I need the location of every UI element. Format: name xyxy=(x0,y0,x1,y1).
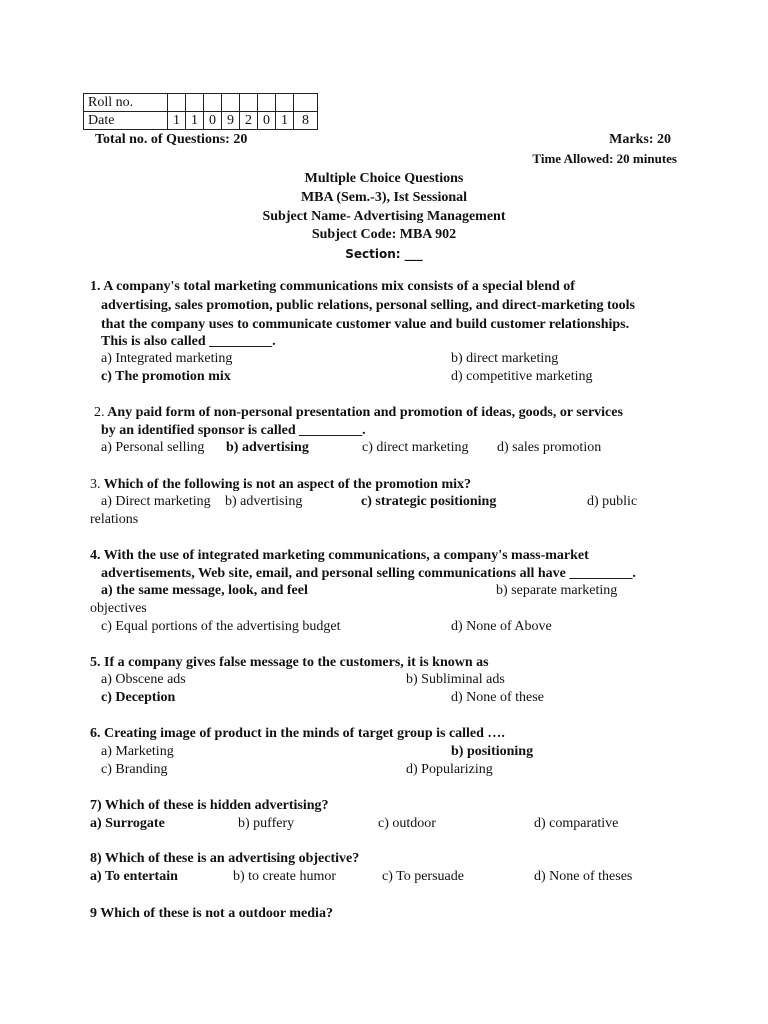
date-digit: 0 xyxy=(204,112,222,130)
roll-cell xyxy=(258,94,276,112)
option: c) To persuade xyxy=(382,869,464,884)
question-number: 8) xyxy=(90,851,102,866)
option: d) None of these xyxy=(451,690,544,705)
question-number: 3. xyxy=(90,477,101,492)
option: b) direct marketing xyxy=(451,351,559,366)
option: a) Integrated marketing xyxy=(101,351,233,366)
question-3 xyxy=(90,477,471,493)
question-number: 7) xyxy=(90,798,102,813)
question-6 xyxy=(90,726,505,742)
option: d) public xyxy=(587,494,638,509)
question-4 xyxy=(90,548,589,564)
option: d) None of Above xyxy=(451,619,552,634)
roll-cell xyxy=(186,94,204,112)
option: d) Popularizing xyxy=(406,762,493,777)
question-number: 2. xyxy=(94,405,105,420)
date-digit: 1 xyxy=(186,112,204,130)
roll-cell xyxy=(276,94,294,112)
option-wrap: relations xyxy=(90,512,139,527)
correct-option: c) Deception xyxy=(101,690,176,705)
question-text: Which of these is not a outdoor media? xyxy=(100,906,333,921)
subject-name-heading: Subject Name- Advertising Management xyxy=(262,209,506,224)
roll-row xyxy=(84,94,318,112)
date-digit: 1 xyxy=(168,112,186,130)
question-7 xyxy=(90,798,329,814)
question-number: 1. xyxy=(90,279,101,294)
roll-cell xyxy=(222,94,240,112)
option: c) direct marketing xyxy=(362,440,469,455)
question-text: A company's total marketing communications mix consists of a special blend of xyxy=(103,279,575,294)
option: a) Personal selling xyxy=(101,440,205,455)
correct-option: c) strategic positioning xyxy=(361,494,497,509)
option: c) Equal portions of the advertising budget xyxy=(101,619,341,634)
question-text: This is also called _________. xyxy=(101,334,276,349)
exam-type-heading: Multiple Choice Questions xyxy=(304,171,464,186)
roll-cell xyxy=(240,94,258,112)
option: d) None of theses xyxy=(534,869,633,884)
option: b) puffery xyxy=(238,816,295,831)
question-text: With the use of integrated marketing communications, a company's mass-market xyxy=(103,548,589,563)
option: b) advertising xyxy=(225,494,303,509)
question-text: that the company uses to communicate customer value and build customer relationships. xyxy=(101,317,630,332)
subject-code-heading: Subject Code: MBA 902 xyxy=(311,227,457,242)
question-text: Which of the following is not an aspect of the promotion mix? xyxy=(103,477,471,492)
question-number: 6. xyxy=(90,726,101,741)
roll-cell xyxy=(204,94,222,112)
question-text: Which of these is hidden advertising? xyxy=(104,798,329,813)
correct-option: a) To entertain xyxy=(90,869,178,884)
date-row xyxy=(84,112,318,130)
question-9 xyxy=(90,906,333,922)
question-number: 5. xyxy=(90,655,101,670)
roll-label: Roll no. xyxy=(84,94,168,112)
option: b) Subliminal ads xyxy=(406,672,505,687)
question-8 xyxy=(90,851,359,867)
question-text: advertising, sales promotion, public relations, personal selling, and direct-marketing tools xyxy=(101,298,635,313)
correct-option: b) advertising xyxy=(226,440,309,455)
date-digit: 2 xyxy=(240,112,258,130)
option: a) Marketing xyxy=(101,744,174,759)
question-text: by an identified sponsor is called _________. xyxy=(101,423,366,438)
correct-option: b) positioning xyxy=(451,744,534,759)
option: b) separate marketing xyxy=(496,583,618,598)
question-5 xyxy=(90,655,489,671)
correct-option: a) the same message, look, and feel xyxy=(101,583,308,598)
program-heading: MBA (Sem.-3), Ist Sessional xyxy=(300,190,468,205)
option-wrap: objectives xyxy=(90,601,147,616)
date-digit: 0 xyxy=(258,112,276,130)
option: c) Branding xyxy=(101,762,168,777)
question-number: 4. xyxy=(90,548,101,563)
section-line: Section: ___ xyxy=(345,247,423,261)
option: d) comparative xyxy=(534,816,619,831)
question-text: If a company gives false message to the customers, it is known as xyxy=(104,655,489,670)
date-label: Date xyxy=(84,112,168,130)
roll-cell xyxy=(294,94,318,112)
option: b) to create humor xyxy=(233,869,337,884)
question-number: 9 xyxy=(90,906,97,921)
marks: Marks: 20 xyxy=(609,132,671,147)
question-2 xyxy=(94,405,623,421)
question-1 xyxy=(90,279,575,295)
total-questions: Total no. of Questions: 20 xyxy=(95,132,248,147)
option: c) outdoor xyxy=(378,816,436,831)
roll-cell xyxy=(168,94,186,112)
date-digit: 8 xyxy=(294,112,318,130)
option: a) Direct marketing xyxy=(101,494,211,509)
time-allowed: Time Allowed: 20 minutes xyxy=(532,151,677,166)
correct-option: a) Surrogate xyxy=(90,816,165,831)
question-text: advertisements, Web site, email, and personal selling communications all have _________. xyxy=(101,566,636,581)
option: d) competitive marketing xyxy=(451,369,593,384)
date-digit: 1 xyxy=(276,112,294,130)
option: d) sales promotion xyxy=(497,440,602,455)
option: a) Obscene ads xyxy=(101,672,186,687)
correct-option: c) The promotion mix xyxy=(101,369,231,384)
roll-date-table xyxy=(83,93,318,130)
date-digit: 9 xyxy=(222,112,240,130)
question-text: Any paid form of non-personal presentation and promotion of ideas, goods, or services xyxy=(107,405,623,420)
question-text: Creating image of product in the minds of target group is called …. xyxy=(104,726,505,741)
question-text: Which of these is an advertising objective? xyxy=(104,851,360,866)
